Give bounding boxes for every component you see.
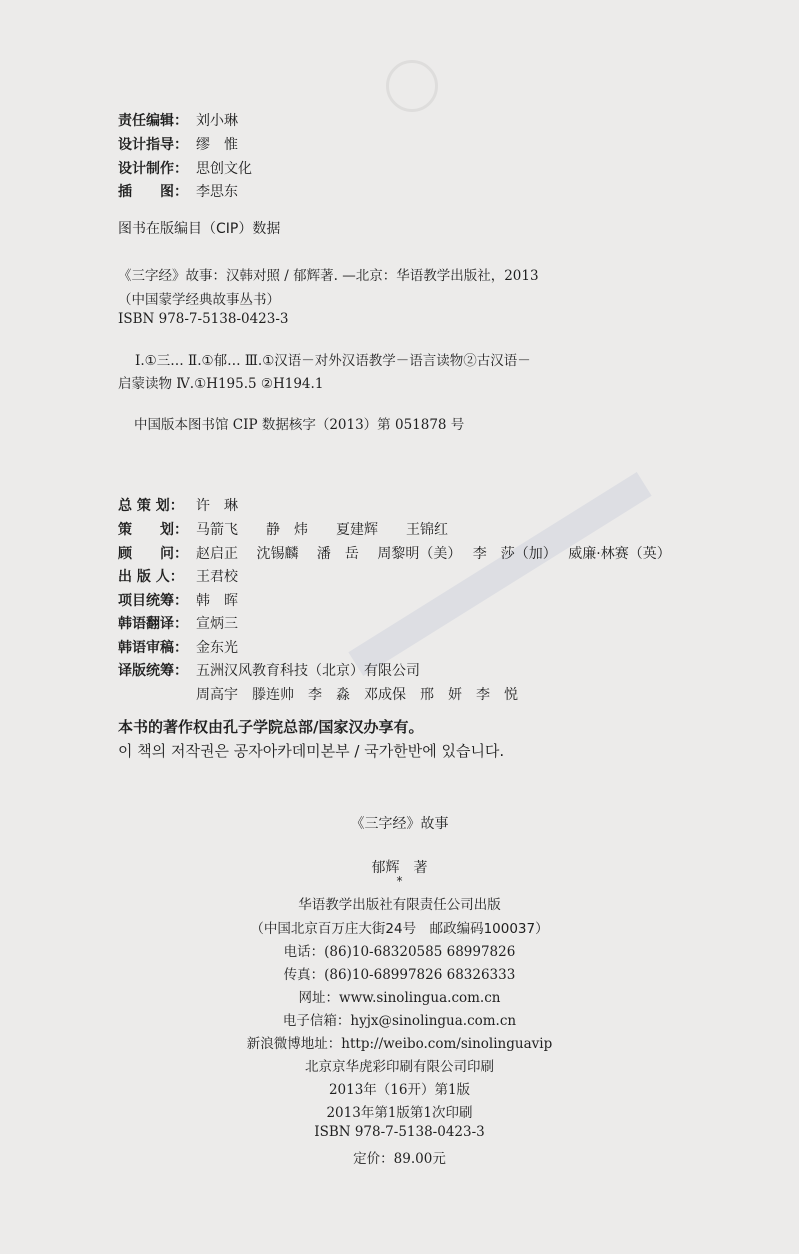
imprint-edition: 2013年（16开）第1版 xyxy=(328,1082,471,1098)
staff-publisher: 出 版 人： 王君校 xyxy=(118,569,238,585)
imprint-publisher: 华语教学出版社有限责任公司出版 xyxy=(298,897,501,913)
imprint-address: （中国北京百万庄大街24号 邮政编码100037） xyxy=(250,921,549,937)
credit-editor: 责任编辑： 刘小琳 xyxy=(118,113,238,129)
imprint-printing: 2013年第1版第1次印刷 xyxy=(326,1105,473,1121)
watermark-seal xyxy=(386,60,438,112)
staff-chief-planner: 总 策 划： 许 琳 xyxy=(118,498,238,514)
cip-line-4: Ⅰ.①三… Ⅱ.①郁… Ⅲ.①汉语－对外汉语教学－语言读物②古汉语－ xyxy=(135,353,531,369)
cip-line-5: 启蒙读物 Ⅳ.①H195.5 ②H194.1 xyxy=(118,376,324,392)
imprint-weibo: 新浪微博地址：http://weibo.com/sinolinguavip xyxy=(246,1036,553,1052)
credit-design-guide: 设计指导： 缪 惟 xyxy=(118,137,238,153)
imprint-email: 电子信箱：hyjx@sinolingua.com.cn xyxy=(282,1013,517,1029)
imprint-website: 网址：www.sinolingua.com.cn xyxy=(298,990,501,1006)
staff-planners: 策 划： 马箭飞 静 炜 夏建辉 王锦红 xyxy=(118,522,448,538)
staff-korean-translator: 韩语翻译： 宣炳三 xyxy=(118,616,238,632)
staff-advisors: 顾 问： 赵启正 沈锡麟 潘 岳 周黎明（美） 李 莎（加） 威廉·林赛（英） xyxy=(118,546,671,562)
imprint-printer: 北京京华虎彩印刷有限公司印刷 xyxy=(305,1059,494,1075)
copyright-korean: 이 책의 저작권은 공자아카데미본부 / 국가한반에 있습니다. xyxy=(118,742,505,760)
staff-translation-coordinator: 译版统筹： 五洲汉风教育科技（北京）有限公司 xyxy=(118,663,420,679)
staff-team-names: 周高宇 滕连帅 李 淼 邓成保 邢 妍 李 悦 xyxy=(196,687,518,703)
imprint-author: 郁辉 著 xyxy=(371,860,428,876)
imprint-title: 《三字经》故事 xyxy=(350,816,449,832)
staff-korean-reviewer: 韩语审稿： 金东光 xyxy=(118,640,238,656)
copyright-chinese: 本书的著作权由孔子学院总部/国家汉办享有。 xyxy=(118,718,424,736)
imprint-phone: 电话：(86)10-68320585 68997826 xyxy=(283,944,516,960)
imprint-price: 定价：89.00元 xyxy=(353,1151,446,1167)
cip-line-1: 《三字经》故事：汉韩对照 / 郁辉著. —北京：华语教学出版社，2013 xyxy=(118,268,539,284)
cip-line-2: （中国蒙学经典故事丛书） xyxy=(118,292,280,308)
imprint-star: * xyxy=(396,874,403,888)
credit-design-production: 设计制作： 思创文化 xyxy=(118,161,252,177)
cip-line-6: 中国版本图书馆 CIP 数据核字（2013）第 051878 号 xyxy=(134,417,465,433)
imprint-isbn: ISBN 978-7-5138-0423-3 xyxy=(314,1124,485,1140)
cip-heading: 图书在版编目（CIP）数据 xyxy=(118,221,281,237)
cip-isbn: ISBN 978-7-5138-0423-3 xyxy=(118,311,289,327)
credit-illustration: 插 图： 李思东 xyxy=(118,184,238,200)
imprint-fax: 传真：(86)10-68997826 68326333 xyxy=(283,967,516,983)
staff-project-coordinator: 项目统筹： 韩 晖 xyxy=(118,593,238,609)
watermark-band xyxy=(348,472,651,676)
